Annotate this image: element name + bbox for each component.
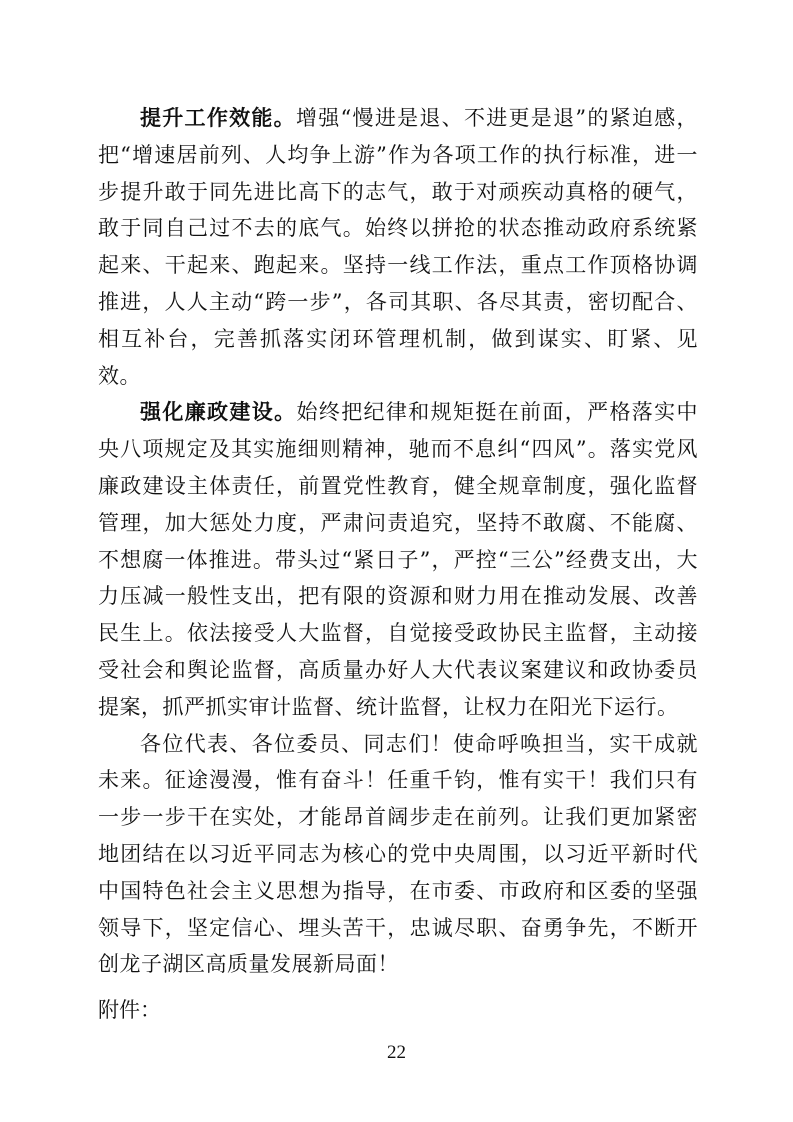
paragraph-text: 始终把纪律和规矩挺在前面，严格落实中央八项规定及其实施细则精神，驰而不息纠“四风”。落实党风廉政建设主体责任，前置党性教育，健全规章制度，强化监督管理，加大惩处力度，严肃问责追究，坚持不敢腐、不能腐、不想腐一体推进。带头过“紧日子”，严控“三公”经费支出，大力压减一般性支出，把有限的资源和财力用在推动发展、改善民生上。依法接受人大监督，自觉接受政协民主监督，主动接受社会和舆论监督，高质量办好人大代表议案建议和政协委员提案，抓严抓实审计监督、统计监督，让权力在阳光下运行。 [98,400,699,719]
paragraph-heading: 强化廉政建设。 [140,400,297,425]
paragraph-integrity [98,394,698,725]
paragraph-closing [98,726,698,984]
paragraph-text: 增强“慢进是退、不进更是退”的紧迫感，把“增速居前列、人均争上游”作为各项工作的执行标准，进一步提升敢于同先进比高下的志气，敢于对顽疾动真格的硬气，敢于同自己过不去的底气。始终以拼抢的状态推动政府系统紧起来、干起来、跑起来。坚持一线工作法，重点工作顶格协调推进，人人主动“跨一步”，各司其职、各尽其责，密切配合、相互补台，完善抓落实闭环管理机制，做到谋实、盯紧、见效。 [98,106,698,388]
paragraph-work-efficiency [98,100,698,394]
body-text [98,100,698,983]
attachment-label: 附件： [98,998,161,1022]
paragraph-text: 各位代表、各位委员、同志们！使命呼唤担当，实干成就未来。征途漫漫，惟有奋斗！任重千钧，惟有实干！我们只有一步一步干在实处，才能昂首阔步走在前列。让我们更加紧密地团结在以习近平同志为核心的党中央周围，以习近平新时代中国特色社会主义思想为指导，在市委、市政府和区委的坚强领导下，坚定信心、埋头苦干，忠诚尽职、奋勇争先，不断开创龙子湖区高质量发展新局面！ [98,731,698,977]
page-number: 22 [387,1042,406,1063]
paragraph-heading: 提升工作效能。 [140,106,296,130]
